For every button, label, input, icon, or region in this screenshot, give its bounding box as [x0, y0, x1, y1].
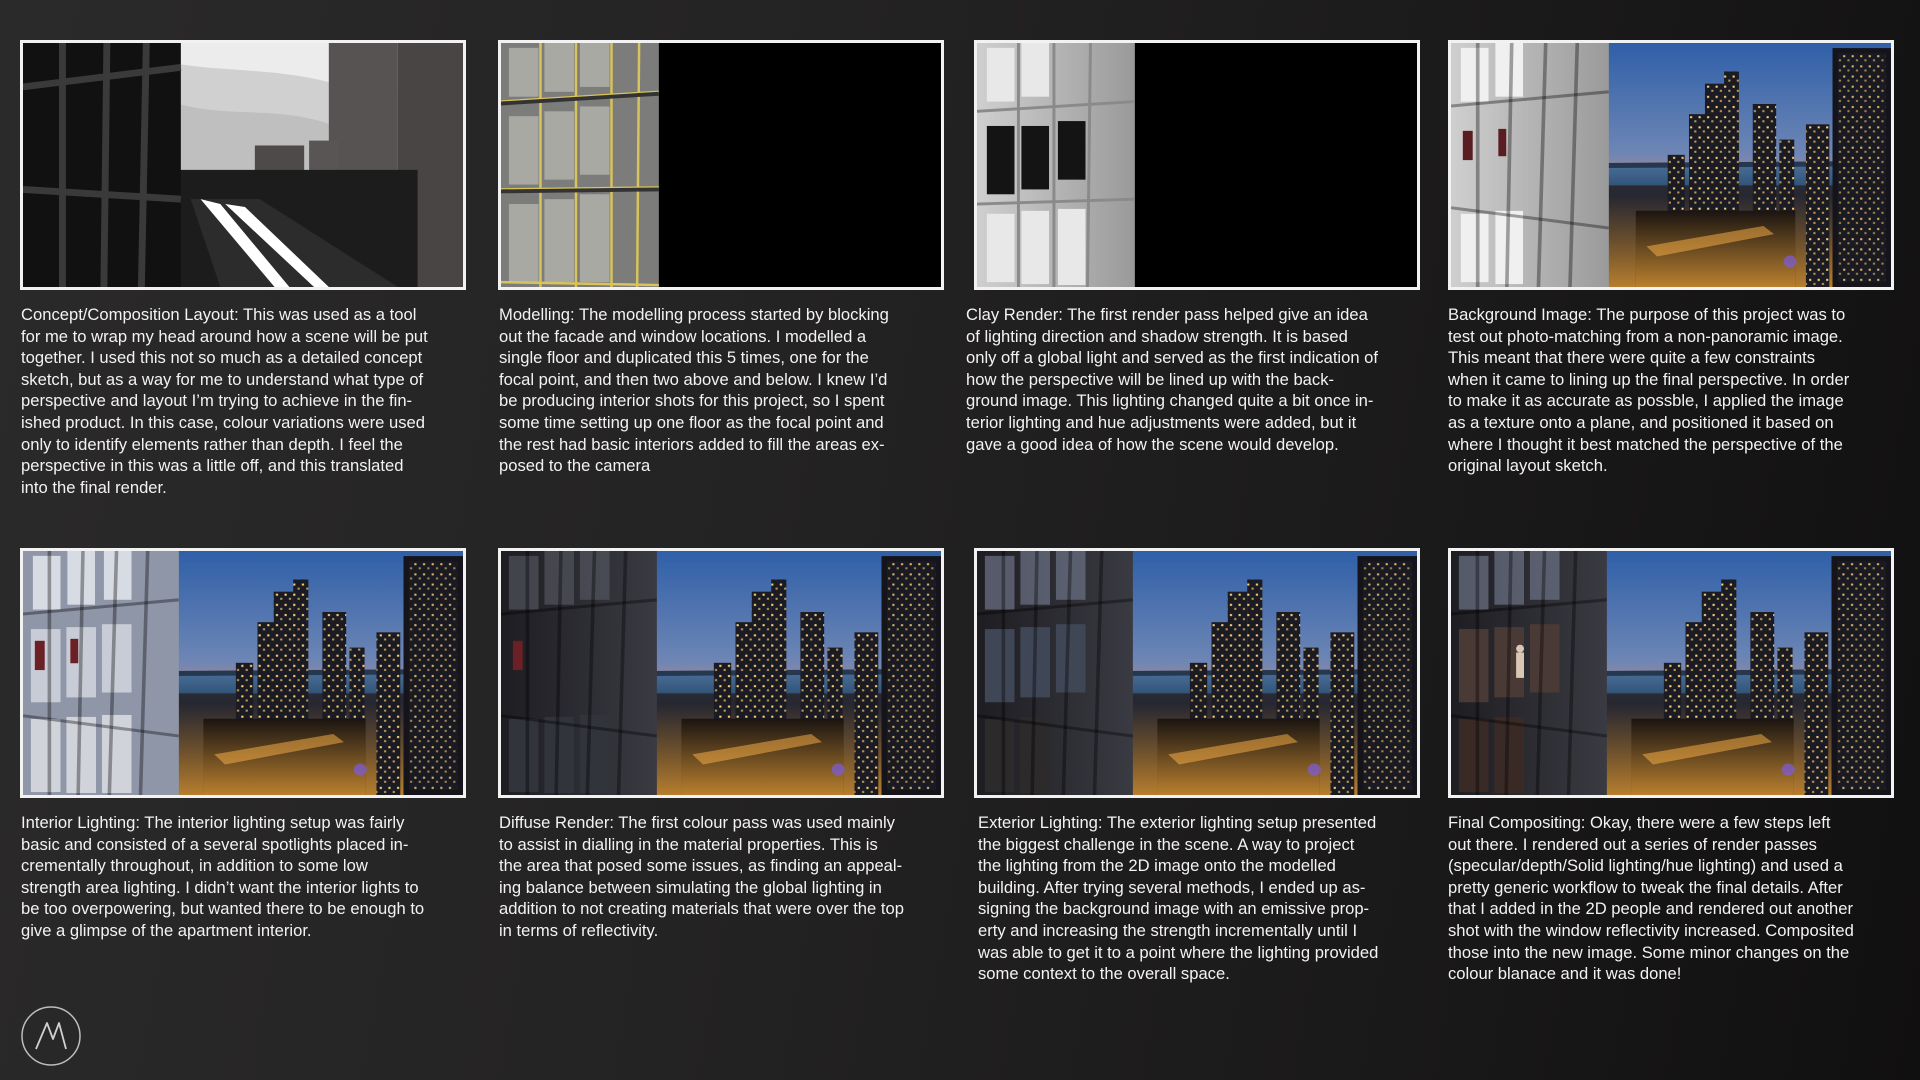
interior-lighting-caption: Interior Lighting: The interior lighting setup was fairly basic and consisted of a several spotlights placed in- crementally throughout, in addition to some low strength area lighting. I didn’t want the interior lights to be too overpowering, but wanted there to be enough to give a glimpse of the apartment interior. [21, 813, 425, 940]
background-image-caption: Background Image: The purpose of this project was to test out photo-matching from a non-panoramic image. This meant that there were quite a few constraints when it came to lining up the final perspective. In order to make it as accurate as possble, I applied the image as a texture onto a plane, and positioned it based on where I thought it best matched the perspective of the original layout sketch. [1448, 305, 1850, 476]
clay-render-caption: Clay Render: The first render pass helped give an idea of lighting direction and shadow strength. It is based only off a global light and served as the first indication of how the perspective will be lined up with the back- ground image. This lighting changed quite a bit once in- terior lighting and hue adjustments were added, but it gave a good idea of how the scene would develop. [966, 305, 1379, 454]
av-monogram-icon [20, 1005, 82, 1067]
exterior-lighting-image [974, 548, 1420, 798]
clay-render-image [974, 40, 1420, 290]
concept-caption: Concept/Composition Layout: This was used as a tool for me to wrap my head around how a scene will be put together. I used this not so much as a detailed concept sketch, but as a way for me to understand what type of perspective and layout I’m trying to achieve in the fin- ished product. In this case, colour variations were used only to identify elements rather than depth. I feel the perspective in this was a little off, and this translated into the final render. [21, 305, 428, 497]
modelling-image [498, 40, 944, 290]
interior-lighting-image [20, 548, 466, 798]
modelling-caption: Modelling: The modelling process started by blocking out the facade and window locations. I modelled a single floor and duplicated this 5 times, one for the focal point, and then two above and below. I knew I’d be producing interior shots for this project, so I spent some time setting up one floor as the focal point and the rest had basic interiors added to fill the areas ex- posed to the camera [499, 305, 889, 476]
concept-layout-image [20, 40, 466, 290]
background-image-image [1448, 40, 1894, 290]
exterior-lighting-caption: Exterior Lighting: The exterior lighting setup presented the biggest challenge in the scene. A way to project the lighting from the 2D image onto the modelled building. After trying several methods, I ended up as- signing the background image with an emissive prop- erty and increasing the strength incrementally until I was able to get it to a point where the lighting provided some context to the overall space. [978, 813, 1379, 984]
final-compositing-image [1448, 548, 1894, 798]
final-compositing-caption: Final Compositing: Okay, there were a few steps left out there. I rendered out a series of render passes (specular/depth/Solid lighting/hue lighting) and used a pretty generic workflow to tweak the final details. After that I added in the 2D people and rendered out another shot with the window reflectivity increased. Composited those into the new image. Some minor changes on the colour blanace and it was done! [1448, 813, 1854, 984]
diffuse-render-caption: Diffuse Render: The first colour pass was used mainly to assist in dialling in the material properties. This is the area that posed some issues, as finding an appeal- ing balance between simulating the global lighting in addition to not creating materials that were over the top in terms of reflectivity. [499, 813, 904, 940]
diffuse-render-image [498, 548, 944, 798]
